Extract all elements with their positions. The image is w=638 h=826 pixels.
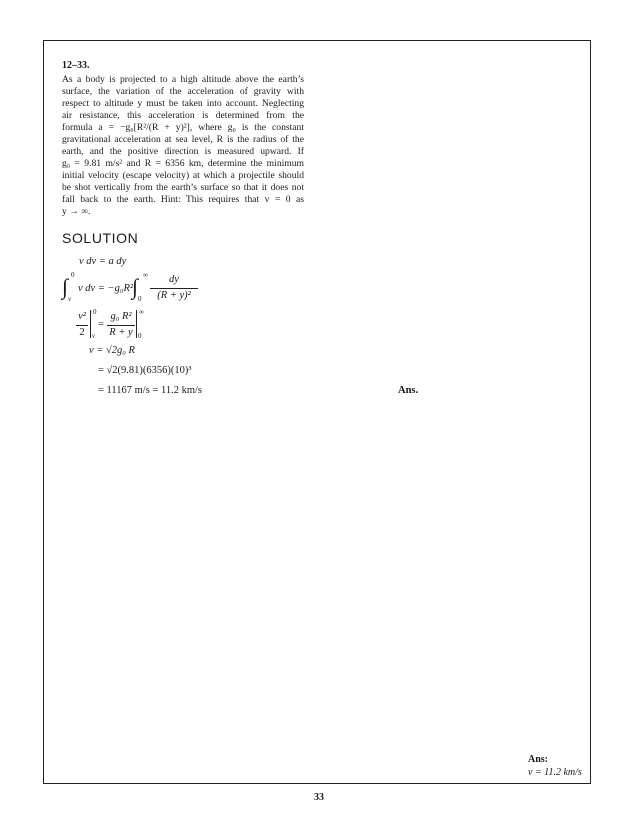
equals-sign: = [98, 319, 104, 330]
integral-lower: 0 [138, 295, 142, 303]
fraction-numerator: v² [78, 311, 86, 322]
problem-line: initial velocity (escape velocity) at which a projectile should [62, 170, 304, 181]
problem-line: gravitational acceleration at sea level, R is the radius of the [62, 134, 304, 145]
problem-line: formula a = −g₀[R²/(R + y)²], where g₀ is the constant [62, 122, 304, 133]
equation-1: v dv = a dy [79, 256, 127, 267]
fraction [76, 312, 88, 338]
problem-line: y → ∞. [62, 206, 91, 217]
problem-line: fall back to the earth. Hint: This requires that v = 0 as [62, 194, 304, 205]
problem-line: respect to altitude y must be taken into account. Neglecting [62, 98, 304, 109]
fraction-numerator: g₀ R² [110, 311, 132, 322]
equation-4: v = √2g₀ R [89, 345, 135, 356]
solution-heading: SOLUTION [62, 230, 139, 246]
integral-sign: ∫ [132, 274, 139, 299]
integral-upper: 0 [71, 271, 75, 279]
fraction-numerator: dy [169, 274, 179, 285]
equation-2-lhs: v dv = −g₀R² [78, 283, 134, 294]
equation-5: = √2(9.81)(6356)(10)³ [98, 365, 192, 376]
problem-line: g₀ = 9.81 m/s² and R = 6356 km, determine the minimum [62, 158, 304, 169]
answer-box [528, 754, 582, 778]
page-number: 33 [314, 792, 324, 803]
problem-line: be shot vertically from the earth’s surface so that it does not [62, 182, 304, 193]
ans-label: Ans. [398, 385, 419, 396]
problem-number: 12–33. [62, 60, 90, 71]
eval-upper: ∞ [139, 308, 144, 316]
problem-line: As a body is projected to a high altitude above the earth’s [62, 74, 304, 85]
fraction [150, 275, 198, 301]
fraction [107, 312, 135, 338]
eval-lower: 0 [138, 332, 142, 340]
fraction-denominator: 2 [79, 326, 85, 338]
equation-6: = 11167 m/s = 11.2 km/s [98, 385, 203, 396]
problem-line: earth, and the positive direction is measured upward. If [62, 146, 304, 157]
problem-line: air resistance, this acceleration is determined from the [62, 110, 304, 121]
answer-value: v = 11.2 km/s [528, 767, 582, 778]
integral-sign: ∫ [62, 274, 69, 299]
problem-line: surface, the variation of the acceleration of gravity with [62, 86, 304, 97]
eval-upper: 0 [93, 308, 97, 316]
fraction-denominator: (R + y)² [157, 289, 191, 301]
integral-upper: ∞ [143, 271, 148, 279]
integral-lower: v [68, 295, 72, 303]
eval-lower: v [92, 332, 96, 340]
answer-label: Ans: [528, 754, 549, 765]
fraction-denominator: R + y [109, 326, 133, 338]
